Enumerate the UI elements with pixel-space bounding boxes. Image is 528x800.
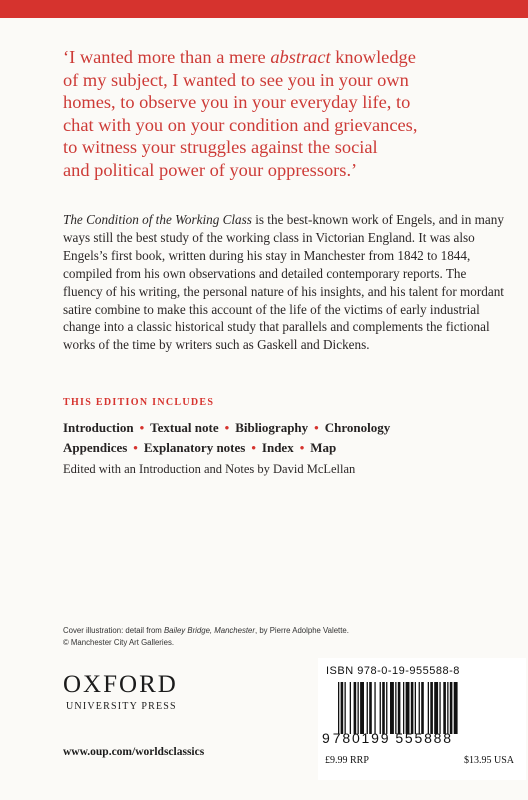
price-gbp: £9.99 RRP [325,755,369,766]
quote-line: and political power of your oppressors.’ [63,159,358,180]
barcode-panel [318,658,526,780]
barcode-bar [443,682,446,734]
barcode-bar [374,682,375,734]
barcode-bar [419,682,420,734]
barcode-digits: 9 780199 555888 [322,730,453,746]
barcode-bar [411,682,414,734]
barcode-bar [421,682,424,734]
includes-list [63,418,503,458]
copyright-line: © Manchester City Art Galleries. [63,637,175,647]
barcode-bar [430,682,433,734]
top-red-band [0,0,528,18]
include-item-index: Index [261,440,294,455]
include-item-map: Map [310,440,337,455]
cover-illustration-credit: Cover illustration: detail from Bailey Bridge, Manchester, by Pierre Adolphe Valette. © Manchester City Art Galleries. [63,625,393,648]
quote-line: of my subject, I wanted to see you in your own [63,69,409,90]
barcode-bar [354,682,357,734]
includes-row [63,438,503,458]
bullet-separator: • [224,420,230,435]
bullet-separator: • [299,440,305,455]
isbn-label: ISBN 978-0-19-955588-8 [326,665,460,677]
barcode-bar [398,682,401,734]
barcode-bar [403,682,404,734]
barcode-bar [369,682,372,734]
include-item-appendices: Appendices [63,440,128,455]
barcode-bar [341,682,344,734]
artwork-title: Bailey Bridge, Manchester [163,626,255,635]
barcode-bar [360,682,364,734]
barcode-bar [454,682,458,734]
include-item-chronology: Chronology [324,420,391,435]
publisher-subtitle: UNIVERSITY PRESS [66,701,177,712]
quote-line: to witness your struggles against the social [63,137,378,158]
bullet-separator: • [251,440,256,455]
barcode-bar [450,682,453,734]
bullet-separator: • [139,420,145,435]
include-item-textual-note: Textual note [150,420,219,435]
barcode-bar [434,682,438,734]
barcode-bar [338,682,339,734]
barcode-bar [350,682,351,734]
pull-quote [63,46,503,182]
barcode-bar [382,682,385,734]
include-item-introduction: Introduction [63,420,134,435]
quote-emphasis: abstract [270,47,331,67]
blurb-paragraph [63,211,509,354]
barcode-bar [386,682,387,734]
publisher-website: www.oup.com/worldsclassics [63,746,205,758]
barcode-bar [358,682,359,734]
includes-row [63,418,503,438]
barcode-bar [428,682,429,734]
quote-line: ‘I wanted more than a mere abstract knowledge [63,47,416,67]
book-title: The Condition of the Working Class [63,212,252,227]
barcode-bar [447,682,448,734]
quote-line: homes, to observe you in your everyday life, to [63,92,411,113]
bullet-separator: • [314,420,319,435]
barcode-icon [338,682,510,734]
include-item-explanatory-notes: Explanatory notes [143,440,246,455]
barcode-bar [345,682,346,734]
barcode-bar [380,682,381,734]
barcode-bar [367,682,368,734]
includes-heading: THIS EDITION INCLUDES [63,397,215,408]
bullet-separator: • [133,440,138,455]
barcode-bar [406,682,410,734]
include-item-bibliography: Bibliography [235,420,309,435]
blurb-text: is the best-known work of Engels, and in many ways still the best study of the working class in Victorian England. It was also Engels’s first book, written during his stay in Manchester from 1842 to 1844, compiled from his own observations and detailed contemporary reports. The fluency of his writing, the personal nature of his insights, and his talent for mordant satire combine to make this account of the life of the victims of early industrial change into a classic historical study that parallels and complements the fictional works of the time by writers such as Gaskell and Dickens. [63,212,504,353]
barcode-bar [390,682,394,734]
barcode-bar [395,682,396,734]
publisher-logo: OXFORD [63,671,178,698]
price-usd: $13.95 USA [463,755,514,766]
barcode-bar [415,682,416,734]
editor-credit: Edited with an Introduction and Notes by David McLellan [63,462,356,476]
barcode-bar [439,682,440,734]
quote-line: chat with you on your condition and grievances, [63,114,418,135]
